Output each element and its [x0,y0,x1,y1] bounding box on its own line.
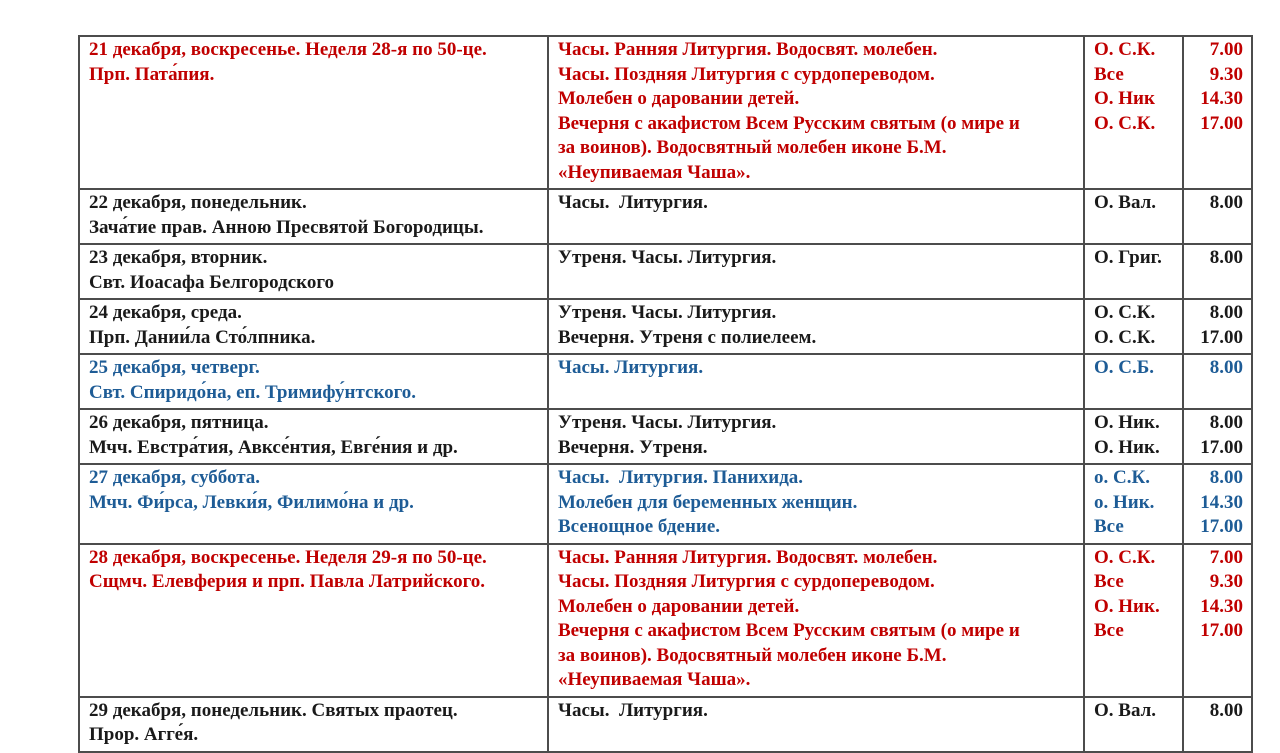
time-line: 8.00 [1209,192,1243,213]
date-cell [79,189,548,244]
services-cell [548,36,1084,189]
service-line: Часы. Поздняя Литургия с сурдопереводом. [558,571,935,592]
time-line: 17.00 [1200,436,1243,458]
date-cell [79,36,548,189]
priest-cell [1084,244,1183,299]
time-cell [1183,697,1252,752]
service-line: за воинов). Водосвятный молебен иконе Б.М. [558,137,947,158]
date-cell [79,464,548,544]
time-line: 8.00 [1209,467,1243,488]
date-line: Мчч. Евстра́тия, Авксе́нтия, Евге́ния и др. [89,436,458,458]
priest-line: О. Григ. [1094,247,1162,268]
service-line: Молебен о даровании детей. [558,88,800,109]
time-line: 17.00 [1200,620,1243,641]
time-line: 8.00 [1209,412,1243,433]
time-cell [1183,299,1252,354]
service-line: Вечерня с акафистом Всем Русским святым (о мире и [558,112,1020,134]
time-line: 14.30 [1200,88,1243,109]
priest-line: Все [1094,571,1124,592]
priest-line: О. С.К. [1094,546,1156,568]
service-line: Вечерня с акафистом Всем Русским святым (о мире и [558,620,1020,641]
service-line: Утреня. Часы. Литургия. [558,302,777,323]
priest-line: Все [1094,620,1124,641]
date-cell [79,544,548,697]
schedule-table [78,35,1253,753]
service-line: Часы. Литургия. [558,699,708,721]
date-line: Свт. Спиридо́на, еп. Тримифу́нтского. [89,381,417,403]
time-cell [1183,409,1252,464]
priest-cell [1084,299,1183,354]
service-line: Часы. Поздняя Литургия с сурдопереводом. [558,63,935,85]
date-line: 29 декабря, понедельник. Святых праотец. [89,699,458,721]
date-cell [79,409,548,464]
time-cell [1183,189,1252,244]
time-line: 8.00 [1209,302,1243,323]
schedule-row [79,189,1252,244]
schedule-row [79,36,1252,189]
priest-line: О. Ник [1094,88,1155,109]
priest-line: О. Ник. [1094,436,1160,458]
time-line: 7.00 [1209,546,1243,568]
services-cell [548,354,1084,409]
time-cell [1183,354,1252,409]
service-line: Всенощное бдение. [558,516,721,537]
priest-cell [1084,409,1183,464]
service-line: «Неупиваемая Чаша». [558,161,751,183]
priest-line: О. С.К. [1094,302,1156,323]
schedule-row [79,544,1252,697]
date-line: Прп. Пата́пия. [89,63,215,85]
time-line: 8.00 [1209,357,1243,378]
priest-line: О. С.К. [1094,326,1156,348]
priest-cell [1084,464,1183,544]
service-line: Часы. Литургия. Панихида. [558,467,804,488]
schedule-row [79,697,1252,752]
service-line: Часы. Ранняя Литургия. Водосвят. молебен. [558,39,938,60]
date-cell [79,697,548,752]
priest-line: о. С.К. [1094,467,1150,488]
priest-cell [1084,189,1183,244]
priest-cell [1084,36,1183,189]
services-cell [548,544,1084,697]
schedule-row [79,409,1252,464]
service-line: Утреня. Часы. Литургия. [558,412,777,433]
services-cell [548,464,1084,544]
time-line: 17.00 [1200,326,1243,348]
priest-line: О. С.К. [1094,112,1156,134]
priest-line: О. Ник. [1094,412,1160,433]
date-cell [79,244,548,299]
schedule-row [79,299,1252,354]
time-line: 9.30 [1209,63,1243,85]
service-line: Молебен для беременных женщин. [558,491,858,513]
time-line: 9.30 [1209,571,1243,592]
priest-cell [1084,697,1183,752]
priest-line: Все [1094,516,1124,537]
time-line: 8.00 [1209,699,1243,721]
priest-line: О. Ник. [1094,595,1160,617]
time-line: 14.30 [1200,595,1243,617]
date-line: 27 декабря, суббота. [89,467,261,488]
priest-line: Все [1094,63,1124,85]
priest-line: О. С.К. [1094,39,1156,60]
date-line: Прп. Дании́ла Сто́лпника. [89,326,316,348]
service-line: Молебен о даровании детей. [558,595,800,617]
date-line: 23 декабря, вторник. [89,247,268,268]
services-cell [548,244,1084,299]
priest-cell [1084,544,1183,697]
time-line: 7.00 [1209,39,1243,60]
service-line: за воинов). Водосвятный молебен иконе Б.М. [558,644,947,666]
date-line: Свт. Иоасафа Белгородского [89,271,334,293]
time-cell [1183,544,1252,697]
time-line: 8.00 [1209,247,1243,268]
date-line: 21 декабря, воскресенье. Неделя 28-я по 50-це. [89,39,487,60]
service-line: Часы. Литургия. [558,357,704,378]
service-line: Вечерня. Утреня с полиелеем. [558,326,817,348]
date-line: 25 декабря, четверг. [89,357,260,378]
time-cell [1183,36,1252,189]
priest-line: О. С.Б. [1094,357,1155,378]
date-line: Мчч. Фи́рса, Левки́я, Филимо́на и др. [89,491,414,513]
service-line: Часы. Литургия. [558,192,708,213]
schedule-row [79,464,1252,544]
date-cell [79,354,548,409]
service-line: «Неупиваемая Чаша». [558,669,751,690]
time-cell [1183,464,1252,544]
date-line: 24 декабря, среда. [89,302,242,323]
date-cell [79,299,548,354]
service-line: Утреня. Часы. Литургия. [558,247,777,268]
schedule-row [79,244,1252,299]
service-line: Часы. Ранняя Литургия. Водосвят. молебен. [558,546,938,568]
service-line: Вечерня. Утреня. [558,436,708,458]
date-line: 22 декабря, понедельник. [89,192,307,213]
date-line: 28 декабря, воскресенье. Неделя 29-я по 50-це. [89,546,487,568]
services-cell [548,189,1084,244]
time-line: 17.00 [1200,516,1243,537]
time-cell [1183,244,1252,299]
priest-line: о. Ник. [1094,491,1155,513]
time-line: 14.30 [1200,491,1243,513]
services-cell [548,409,1084,464]
date-line: Сщмч. Елевферия и прп. Павла Латрийского. [89,571,486,592]
priest-line: О. Вал. [1094,699,1157,721]
priest-line: О. Вал. [1094,192,1157,213]
priest-cell [1084,354,1183,409]
services-cell [548,299,1084,354]
date-line: 26 декабря, пятница. [89,412,269,433]
schedule-row [79,354,1252,409]
date-line: Прор. Агге́я. [89,724,199,745]
date-line: Зача́тие прав. Анною Пресвятой Богородицы. [89,216,484,238]
time-line: 17.00 [1200,112,1243,134]
services-cell [548,697,1084,752]
